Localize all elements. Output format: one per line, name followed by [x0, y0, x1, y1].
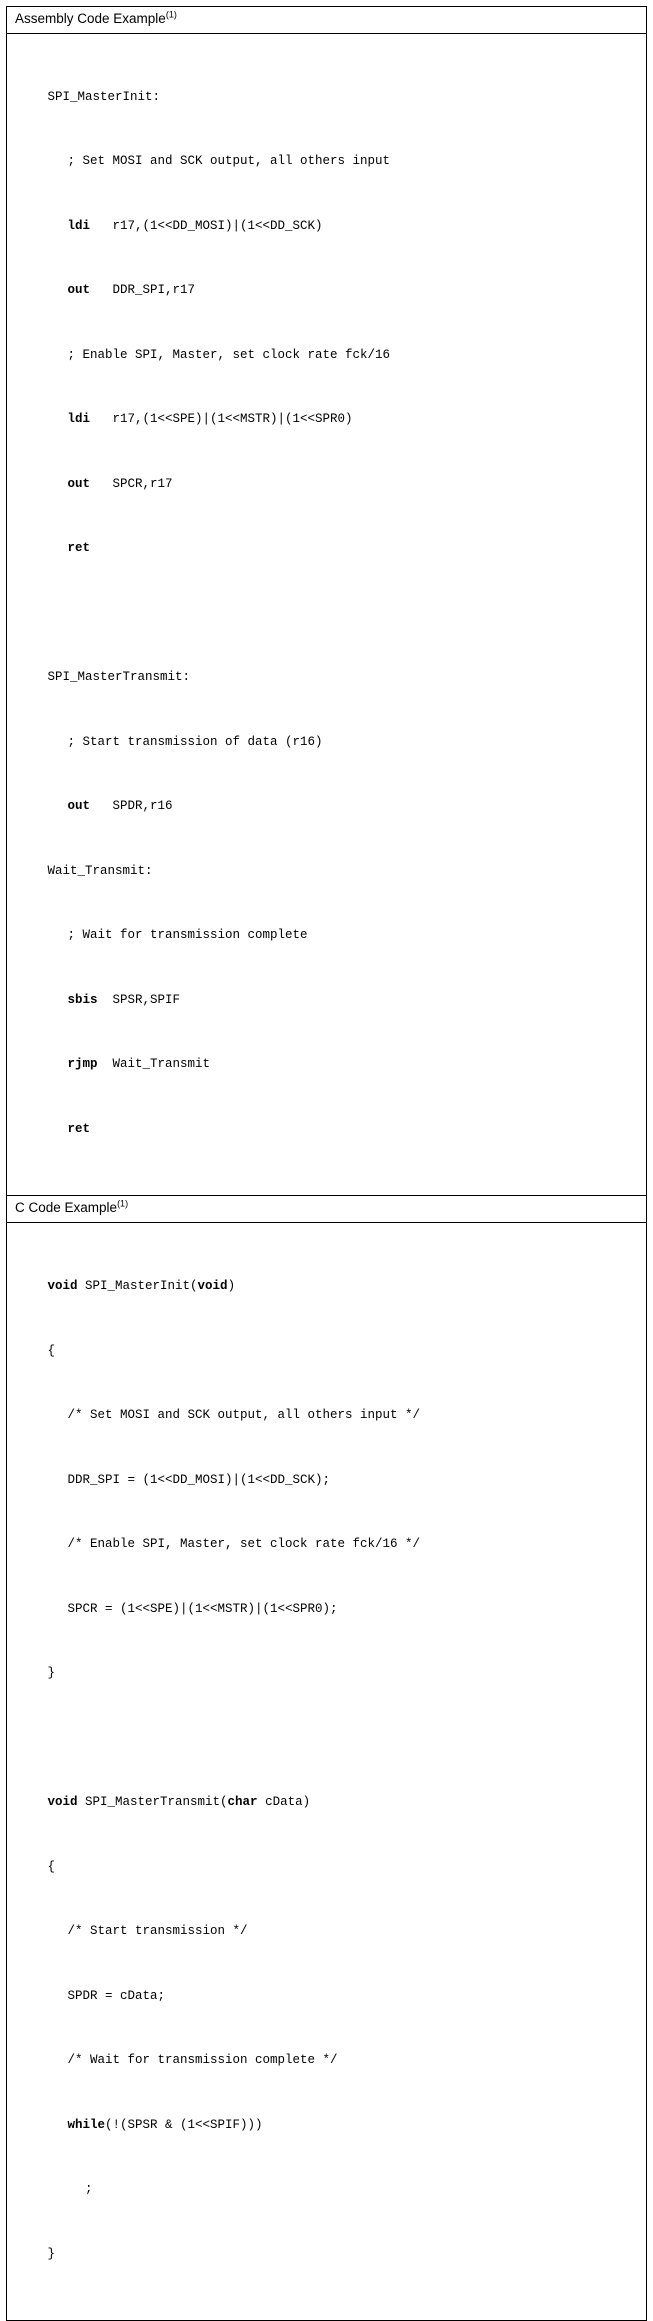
code-line [15, 151, 638, 173]
code-line [15, 1341, 638, 1363]
code-text: /* Start transmission */ [67, 1924, 248, 1939]
code-keyword: ret [67, 1121, 91, 1136]
code-line [15, 732, 638, 754]
code-line [15, 1986, 638, 2008]
assembly-code-block [7, 34, 646, 1196]
code-keyword: void [47, 1795, 78, 1810]
code-text: } [47, 2246, 56, 2261]
code-line [15, 2115, 638, 2137]
code-line [15, 1792, 638, 1814]
assembly-section-title: Assembly Code Example [15, 11, 166, 26]
code-text: Wait_Transmit: [47, 863, 153, 878]
code-text: SPCR = (1<<SPE)|(1<<MSTR)|(1<<SPR0); [67, 1601, 338, 1616]
code-text: SPSR,SPIF [97, 992, 181, 1007]
code-line [15, 796, 638, 818]
code-line [15, 925, 638, 947]
code-line [15, 345, 638, 367]
code-text: ; [85, 2182, 93, 2197]
code-line-blank [15, 1728, 638, 1750]
code-line [15, 409, 638, 431]
code-text: { [47, 1343, 56, 1358]
code-text: ; Wait for transmission complete [67, 928, 308, 943]
code-text: /* Wait for transmission complete */ [67, 2053, 338, 2068]
code-keyword: ldi [67, 412, 91, 427]
code-line [15, 1276, 638, 1298]
code-line [15, 1921, 638, 1943]
c-section-title: C Code Example [15, 1200, 118, 1216]
code-line [15, 1054, 638, 1076]
code-keyword: out [67, 283, 91, 298]
code-line [15, 1119, 638, 1141]
code-text: (!(SPSR & (1<<SPIF))) [105, 2117, 263, 2132]
code-line [15, 1405, 638, 1427]
code-text: SPCR,r17 [90, 476, 173, 491]
assembly-section-footnote-marker: (1) [165, 9, 177, 20]
code-keyword: void [47, 1279, 78, 1294]
code-text: /* Set MOSI and SCK output, all others input */ [67, 1408, 421, 1423]
code-keyword: ldi [67, 218, 91, 233]
code-text: r17,(1<<SPE)|(1<<MSTR)|(1<<SPR0) [90, 412, 353, 427]
code-line [15, 87, 638, 109]
code-line [15, 1534, 638, 1556]
code-text: SPI_MasterTransmit: [47, 670, 191, 685]
code-line [15, 2050, 638, 2072]
code-line [15, 1663, 638, 1685]
code-text: } [47, 1666, 56, 1681]
code-text: DDR_SPI,r17 [90, 283, 196, 298]
code-text: SPDR,r16 [90, 799, 173, 814]
code-text: Wait_Transmit [97, 1057, 211, 1072]
code-line [15, 861, 638, 883]
code-line [15, 1470, 638, 1492]
code-text: /* Enable SPI, Master, set clock rate fck/16 */ [67, 1537, 421, 1552]
code-line [15, 667, 638, 689]
code-text: SPI_MasterTransmit( [77, 1795, 228, 1810]
code-line [15, 1857, 638, 1879]
code-keyword: sbis [67, 992, 98, 1007]
c-code-block [7, 1223, 646, 2320]
code-text: { [47, 1859, 56, 1874]
code-keyword: while [67, 2117, 106, 2132]
code-line [15, 474, 638, 496]
code-keyword: char [227, 1795, 258, 1810]
code-line [15, 2244, 638, 2266]
code-text: ; Enable SPI, Master, set clock rate fck/16 [67, 347, 391, 362]
code-text: r17,(1<<DD_MOSI)|(1<<DD_SCK) [90, 218, 323, 233]
code-examples-table [6, 6, 647, 2321]
code-keyword: out [67, 476, 91, 491]
assembly-section-header [7, 7, 646, 33]
code-text: DDR_SPI = (1<<DD_MOSI)|(1<<DD_SCK); [67, 1472, 331, 1487]
c-section-footnote-marker: (1) [117, 1198, 129, 1209]
code-text: ) [227, 1279, 236, 1294]
code-text: SPDR = cData; [67, 1988, 166, 2003]
code-line [15, 538, 638, 560]
code-text: SPI_MasterInit: [47, 89, 161, 104]
code-text: SPI_MasterInit( [77, 1279, 198, 1294]
code-text: cData) [257, 1795, 311, 1810]
code-keyword: out [67, 799, 91, 814]
code-line [15, 1599, 638, 1621]
code-line [15, 2179, 638, 2201]
code-line-blank [15, 603, 638, 625]
code-keyword: void [197, 1279, 228, 1294]
code-line [15, 280, 638, 302]
code-line [15, 990, 638, 1012]
code-keyword: ret [67, 541, 91, 556]
c-section-header [7, 1196, 646, 1222]
code-line [15, 216, 638, 238]
code-text: ; Start transmission of data (r16) [67, 734, 323, 749]
code-keyword: rjmp [67, 1057, 98, 1072]
code-text: ; Set MOSI and SCK output, all others input [67, 154, 391, 169]
